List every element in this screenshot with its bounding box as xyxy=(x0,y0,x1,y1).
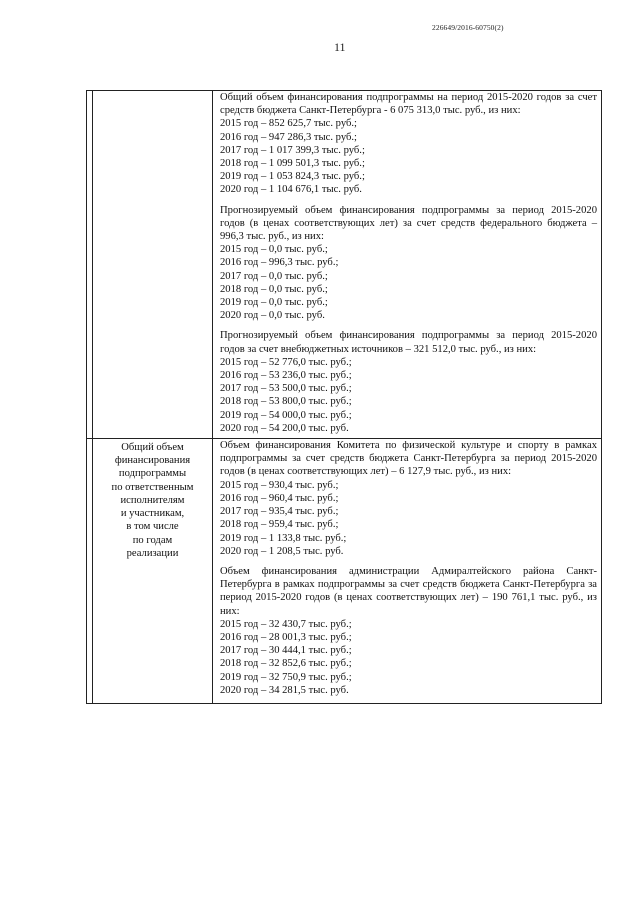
label-line: исполнителям xyxy=(120,494,185,506)
label-cell xyxy=(93,91,213,439)
content-cell xyxy=(213,91,602,439)
year-line: 2020 год – 54 200,0 тыс. руб. xyxy=(220,422,349,434)
year-line: 2017 год – 53 500,0 тыс. руб.; xyxy=(220,383,352,395)
year-line: 2019 год – 54 000,0 тыс. руб.; xyxy=(220,409,352,421)
label-line: реализации xyxy=(126,547,179,559)
year-line: 2015 год – 32 430,7 тыс. руб.; xyxy=(220,618,352,630)
year-line: 2016 год – 996,3 тыс. руб.; xyxy=(220,257,339,269)
year-line: 2019 год – 1 133,8 тыс. руб.; xyxy=(220,532,347,544)
year-line: 2018 год – 0,0 тыс. руб.; xyxy=(220,283,328,295)
financing-table xyxy=(86,90,602,704)
paragraph-total-budget: Общий объем финансирования подпрограммы на период 2015-2020 годов за счет средств бюджета Санкт-Петербурга - 6 075 313,0 тыс. руб., из них: xyxy=(220,92,597,117)
year-line: 2015 год – 852 625,7 тыс. руб.; xyxy=(220,118,357,130)
year-line: 2020 год – 34 281,5 тыс. руб. xyxy=(220,684,349,696)
paragraph-extrabudgetary: Прогнозируемый объем финансирования подпрограммы за период 2015-2020 годов за счет внебюджетных источников – 321 512,0 тыс. руб., из них: xyxy=(220,330,597,355)
year-line: 2016 год – 28 001,3 тыс. руб.; xyxy=(220,631,352,643)
year-line: 2018 год – 959,4 тыс. руб.; xyxy=(220,519,339,531)
label-line: по ответственным xyxy=(111,481,194,493)
year-line: 2015 год – 52 776,0 тыс. руб.; xyxy=(220,356,352,368)
paragraph-sports-committee: Объем финансирования Комитета по физической культуре и спорту в рамках подпрограммы за счет средств бюджета Санкт-Петербурга за период 2015-2020 годов (в ценах соответствующих лет) – 6 127,9 тыс. руб., из них: xyxy=(220,440,597,478)
paragraph-federal-budget: Прогнозируемый объем финансирования подпрограммы за период 2015-2020 годов (в ценах соответствующих лет) за счет средств федерального бюджета – 996,3 тыс. руб., из них: xyxy=(220,204,597,243)
label-line: по годам xyxy=(132,534,173,546)
label-line: и участникам, xyxy=(120,508,185,520)
year-line: 2017 год – 1 017 399,3 тыс. руб.; xyxy=(220,144,365,156)
label-line: Общий объем xyxy=(121,442,184,454)
year-line: 2017 год – 0,0 тыс. руб.; xyxy=(220,270,328,282)
page-number: 11 xyxy=(334,40,346,54)
table-row xyxy=(87,439,602,704)
year-line: 2017 год – 935,4 тыс. руб.; xyxy=(220,506,339,518)
year-line: 2015 год – 0,0 тыс. руб.; xyxy=(220,244,328,256)
year-line: 2016 год – 960,4 тыс. руб.; xyxy=(220,492,339,504)
label-cell xyxy=(93,439,213,704)
year-line: 2015 год – 930,4 тыс. руб.; xyxy=(220,479,339,491)
year-line: 2020 год – 0,0 тыс. руб. xyxy=(220,310,325,322)
label-line: в том числе xyxy=(126,521,179,533)
year-line: 2020 год – 1 104 676,1 тыс. руб. xyxy=(220,184,362,196)
year-line: 2016 год – 53 236,0 тыс. руб.; xyxy=(220,370,352,382)
table-row xyxy=(87,91,602,439)
year-line: 2019 год – 0,0 тыс. руб.; xyxy=(220,297,328,309)
document-id: 226649/2016-60750(2) xyxy=(432,23,504,32)
year-line: 2017 год – 30 444,1 тыс. руб.; xyxy=(220,645,352,657)
label-line: финансирования xyxy=(114,455,191,467)
year-line: 2016 год – 947 286,3 тыс. руб.; xyxy=(220,131,357,143)
year-line: 2019 год – 32 750,9 тыс. руб.; xyxy=(220,671,352,683)
year-line: 2020 год – 1 208,5 тыс. руб. xyxy=(220,545,344,557)
label-line: подпрограммы xyxy=(118,468,187,480)
year-line: 2018 год – 32 852,6 тыс. руб.; xyxy=(220,658,352,670)
year-line: 2018 год – 53 800,0 тыс. руб.; xyxy=(220,396,352,408)
content-cell xyxy=(213,439,602,704)
year-line: 2019 год – 1 053 824,3 тыс. руб.; xyxy=(220,171,365,183)
year-line: 2018 год – 1 099 501,3 тыс. руб.; xyxy=(220,158,365,170)
paragraph-admiralteysky-district: Объем финансирования администрации Адмиралтейского района Санкт-Петербурга в рамках подпрограммы за счет средств бюджета Санкт-Петербурга за период 2015-2020 годов (в ценах соответствующих лет) – 190 761,1 тыс. руб., из них: xyxy=(220,565,597,617)
